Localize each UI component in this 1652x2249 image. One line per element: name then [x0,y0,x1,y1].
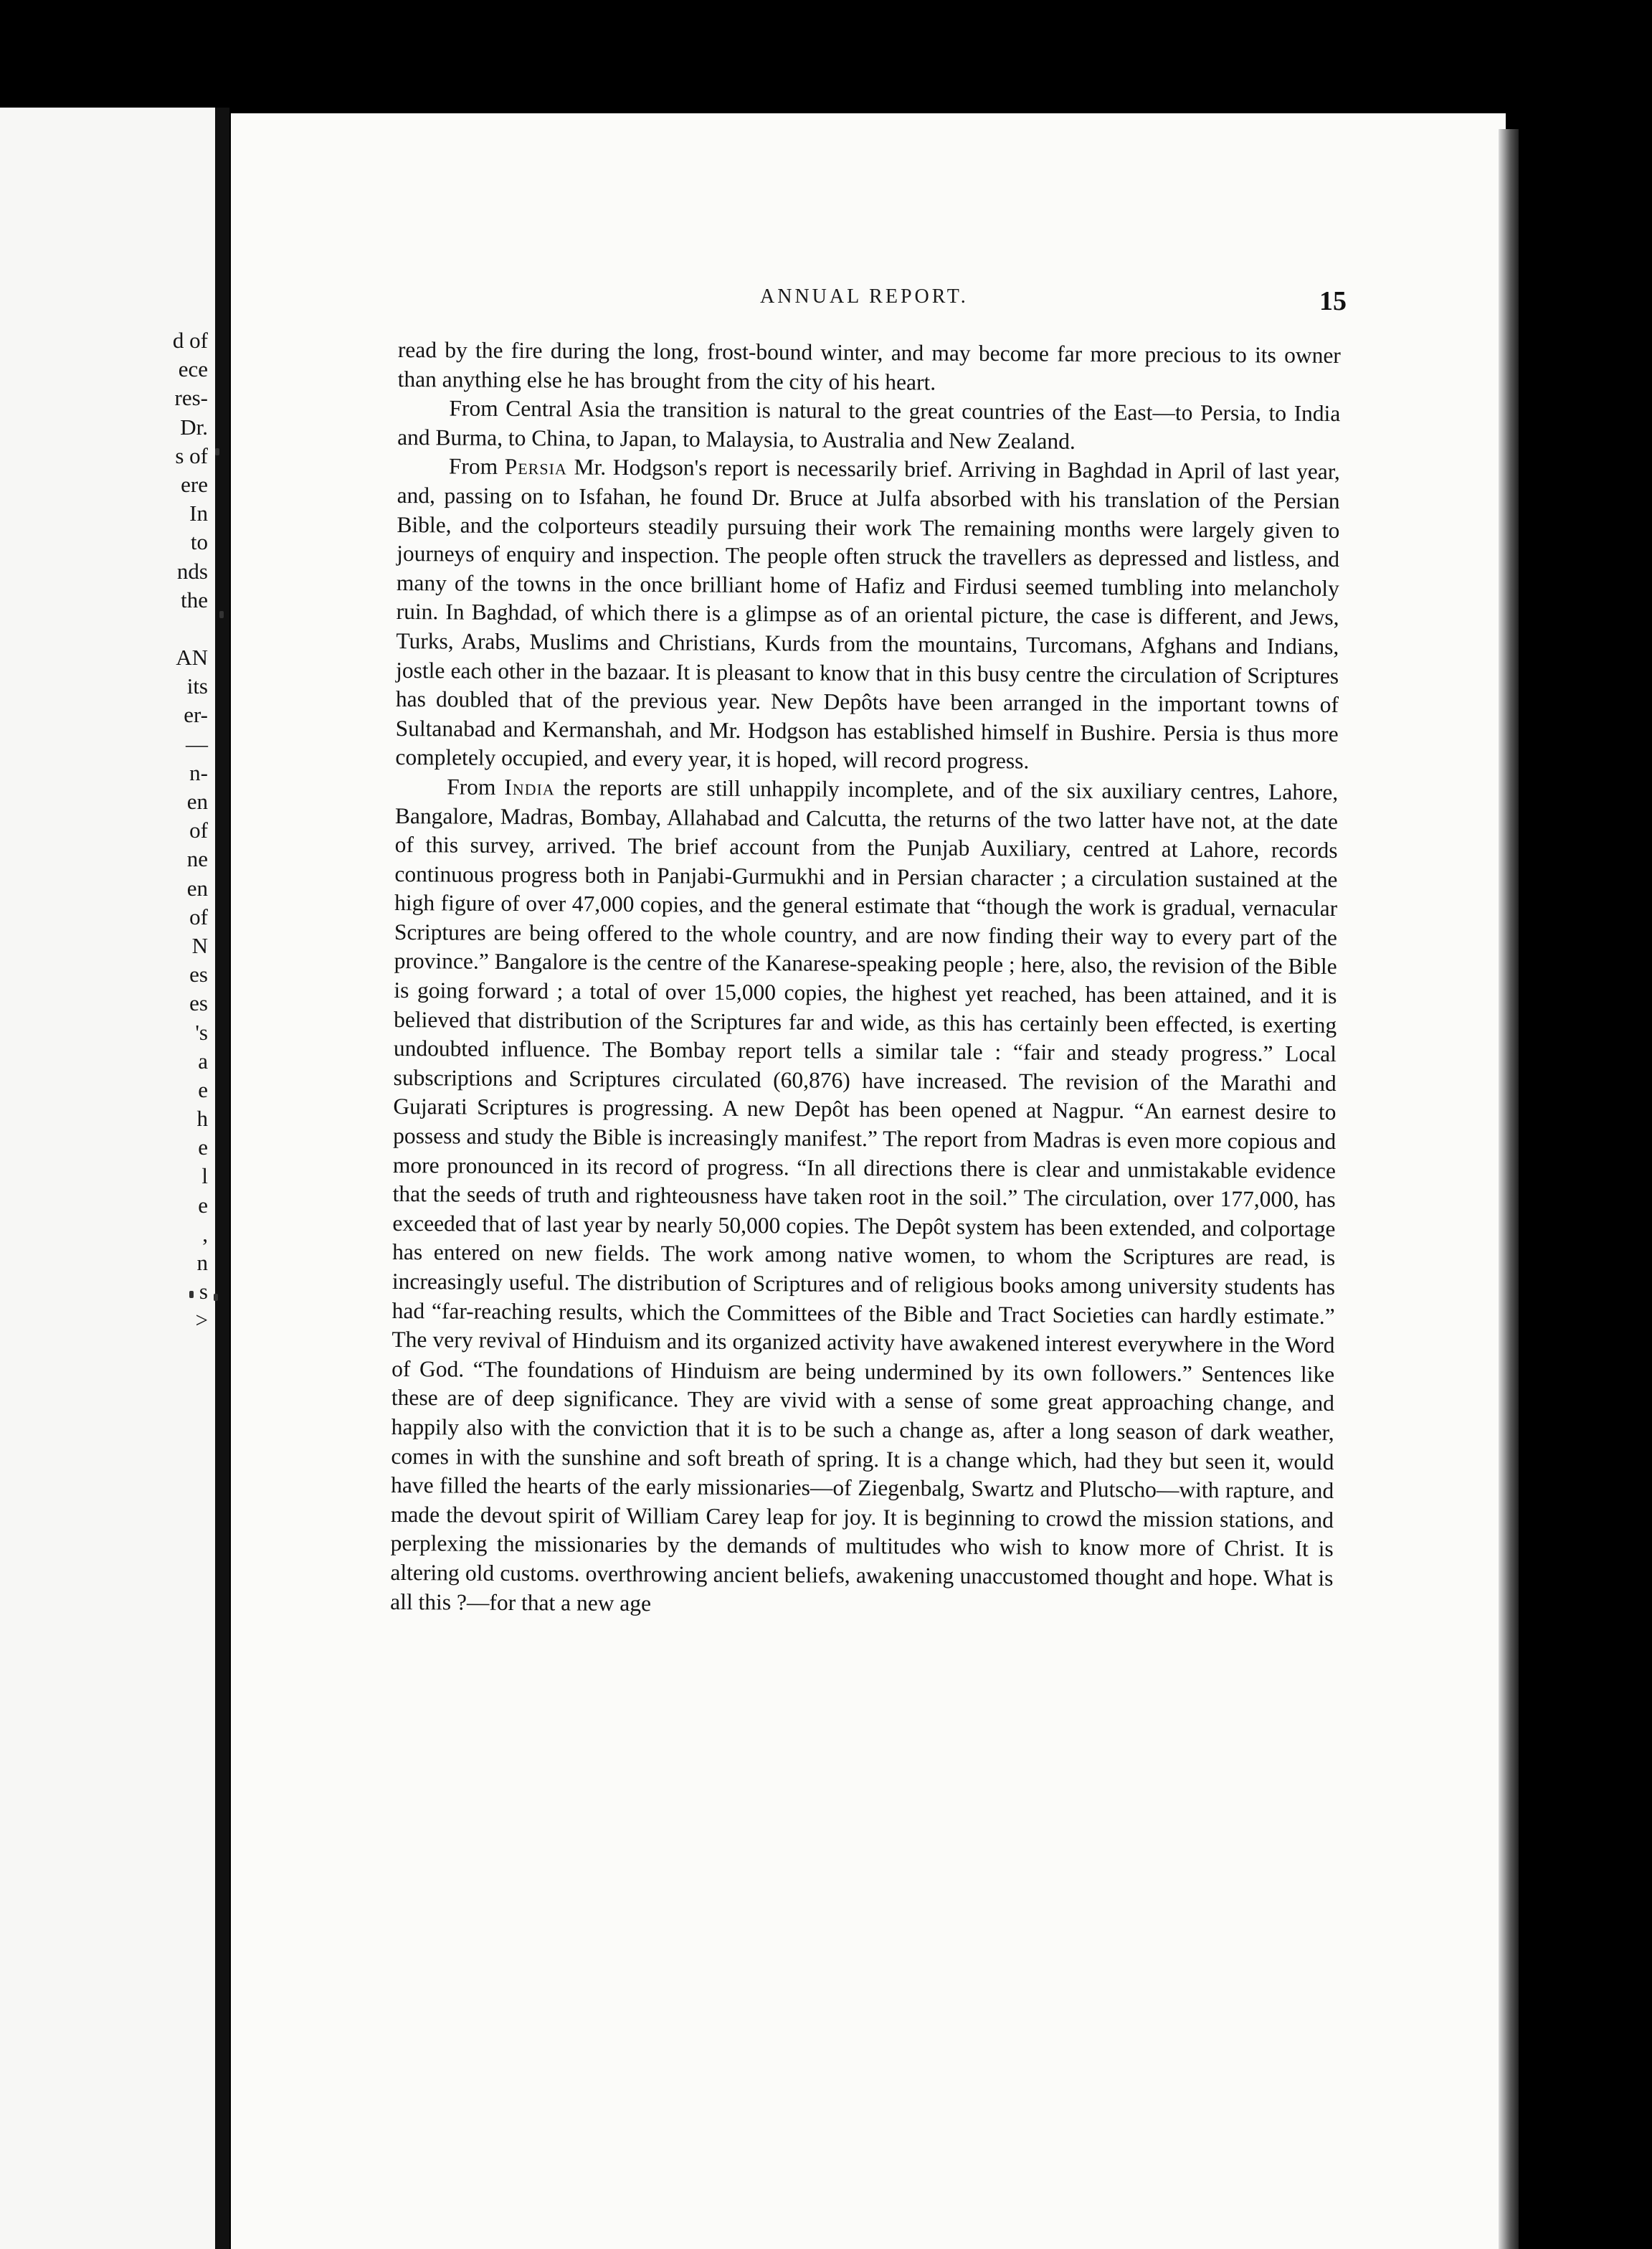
facing-page-line: > [195,1307,208,1333]
paragraph-india: From India the reports are still unhappily incomplete, and of the six auxiliary centres, Lahore, Bangalore, Madras, Bombay, Allahabad and Calcutta, the returns of the two latter have not, at the date of this survey, arrived. The brief account from the Punjab Auxiliary, centred at Lahore, records continuous progress both in Panjabi-Gurmukhi and in Persian character ; a circulation sustained at the high figure of over 47,000 copies, and the general estimate that “though the work is gradual, vernacular Scriptures are being offered to the whole country, and are now finding their way to every part of the province.” Bangalore is the centre of the Kanarese-speaking people ; here, also, the revision of the Bible is going forward ; a total of over 15,000 copies, the highest yet reached, has been attained, and it is believed that distribution of the Scriptures far and wide, as this has certainly been effected, is exerting undoubted influence. The Bombay report tells a similar tale : “fair and steady progress.” Local subscriptions and Scriptures circulated (60,876) have increased. The revision of the Marathi and Gujarati Scriptures is progressing. A new Depôt has been opened at Nagpur. “An earnest desire to possess and study the Bible is increasingly manifest.” The report from Madras is even more copious and more pronounced in its record of progress. “In all directions there is clear and unmistakable evidence that the seeds of truth and righteousness have taken root in the soil.” The circulation, over 177,000, has exceeded that of last year by nearly 50,000 copies. The Depôt system has been extended, and colportage has entered on new fields. The work among native women, to whom the Scriptures are read, is increasingly useful. The distribution of Scriptures and of religious books among university students has had “far-reaching results, which the Committees of the Bible and Tract Societies can hardly estimate.” The very revival of Hinduism and its organized activity have awakened interest everywhere in the Word of God. “The foundations of Hinduism are being undermined by its own followers.” Sentences like these are of deep significance. They are vivid with a sense of some great approaching change, and happily also with the conviction that it is to be such a change as, after a long season of dark weather, comes in with the sunshine and soft breath of spring. It is a change which, had they but seen it, would have filled the hearts of the early missionaries—of Ziegenbalg, Swartz and Plutscho—with rapture, and made the devout spirit of William Carey leap for joy. It is beginning to crowd the mission stations, and perplexing the missionaries by the demands of multitudes who wish to know more of Christ. It is altering old customs. overthrowing ancient beliefs, awakening unaccustomed thought and hope. What is all this ?—for that a new age [390,774,1339,1616]
running-head: ANNUAL REPORT. [760,285,969,308]
binding-mark [189,1291,194,1298]
binding-mark [219,611,224,618]
facing-page-line: e [198,1135,208,1160]
facing-page-line: ere [181,471,208,497]
facing-page-line: en [186,789,208,814]
facing-page-line: e [198,1076,208,1102]
paragraph: read by the fire during the long, frost-bound winter, and may become far more precious to its owner than anything else he has brought from the city of his heart. [397,336,1341,395]
facing-page-line: , [202,1221,208,1246]
facing-page-line: N [191,932,208,958]
facing-page-line: en [186,875,208,901]
facing-page-line: AN [176,645,208,671]
facing-page-line: n [196,1250,208,1275]
facing-page-line: a [198,1048,208,1074]
binding-mark [215,448,219,455]
facing-page-line: — [186,731,208,757]
section-keyword: India [504,774,555,800]
facing-page-line: s [199,1279,208,1305]
page-number: 15 [1319,286,1347,316]
facing-page-line: e [198,1192,208,1218]
facing-page-line: its [186,673,208,699]
section-keyword: Persia [504,454,567,480]
facing-page-line: 's [195,1019,208,1045]
facing-page-line: of [189,818,208,843]
facing-page-line: In [189,501,208,526]
facing-page-line: er- [184,702,208,728]
facing-page-line: s of [175,442,208,468]
facing-page-line: ne [186,846,208,872]
facing-page-line: l [201,1163,208,1189]
facing-page-line: h [196,1106,208,1132]
gutter [215,108,229,2249]
facing-page-line [0,615,208,643]
facing-page-text [0,326,208,1364]
facing-page-line: to [190,529,208,555]
facing-page-line: es [189,962,208,988]
facing-page-line: the [181,587,208,612]
facing-page-line [0,1335,208,1364]
paragraph-persia: From Persia Mr. Hodgson's report is necessarily brief. Arriving in Baghdad in April of last year, and, passing on to Isfahan, he found Dr. Bruce at Julfa absorbed with his translation of the Persian Bible, and the colporteurs steadily pursuing their work The remaining months were largely given to journeys of enquiry and inspection. The people often struck the travellers as depressed and listless, and many of the towns in the once brilliant home of Hafiz and Firdusi seemed tumbling into melancholy ruin. In Baghdad, of which there is a glimpse as of an oriental picture, the case is different, and Jews, Turks, Arabs, Muslims and Christians, Kurds from the mountains, Turcomans, Afghans and Indians, jostle each other in the bazaar. It is pleasant to know that in this busy centre the circulation of Scriptures has doubled that of the previous year. New Depôts have been arranged in the important towns of Sultanabad and Kermanshah, and Mr. Hodgson has established himself in Bushire. Persia is thus more completely occupied, and every year, it is hoped, will record progress. [395,453,1340,774]
facing-page-line: Dr. [180,414,208,440]
facing-page-line: res- [174,385,208,411]
facing-page-line: nds [176,558,208,584]
facing-page-line: ece [178,356,208,382]
facing-page-line: n- [189,759,208,785]
facing-page-line: d of [172,328,208,353]
page-edge [1499,129,1519,2249]
facing-page-line: es [189,990,208,1016]
facing-page-line: of [189,904,208,929]
binding-mark [214,1294,218,1301]
paragraph: From Central Asia the transition is natural to the great countries of the East—to Persia, to India and Burma, to China, to Japan, to Malaysia, to Australia and New Zealand. [397,395,1341,454]
body-text [390,336,1341,1622]
